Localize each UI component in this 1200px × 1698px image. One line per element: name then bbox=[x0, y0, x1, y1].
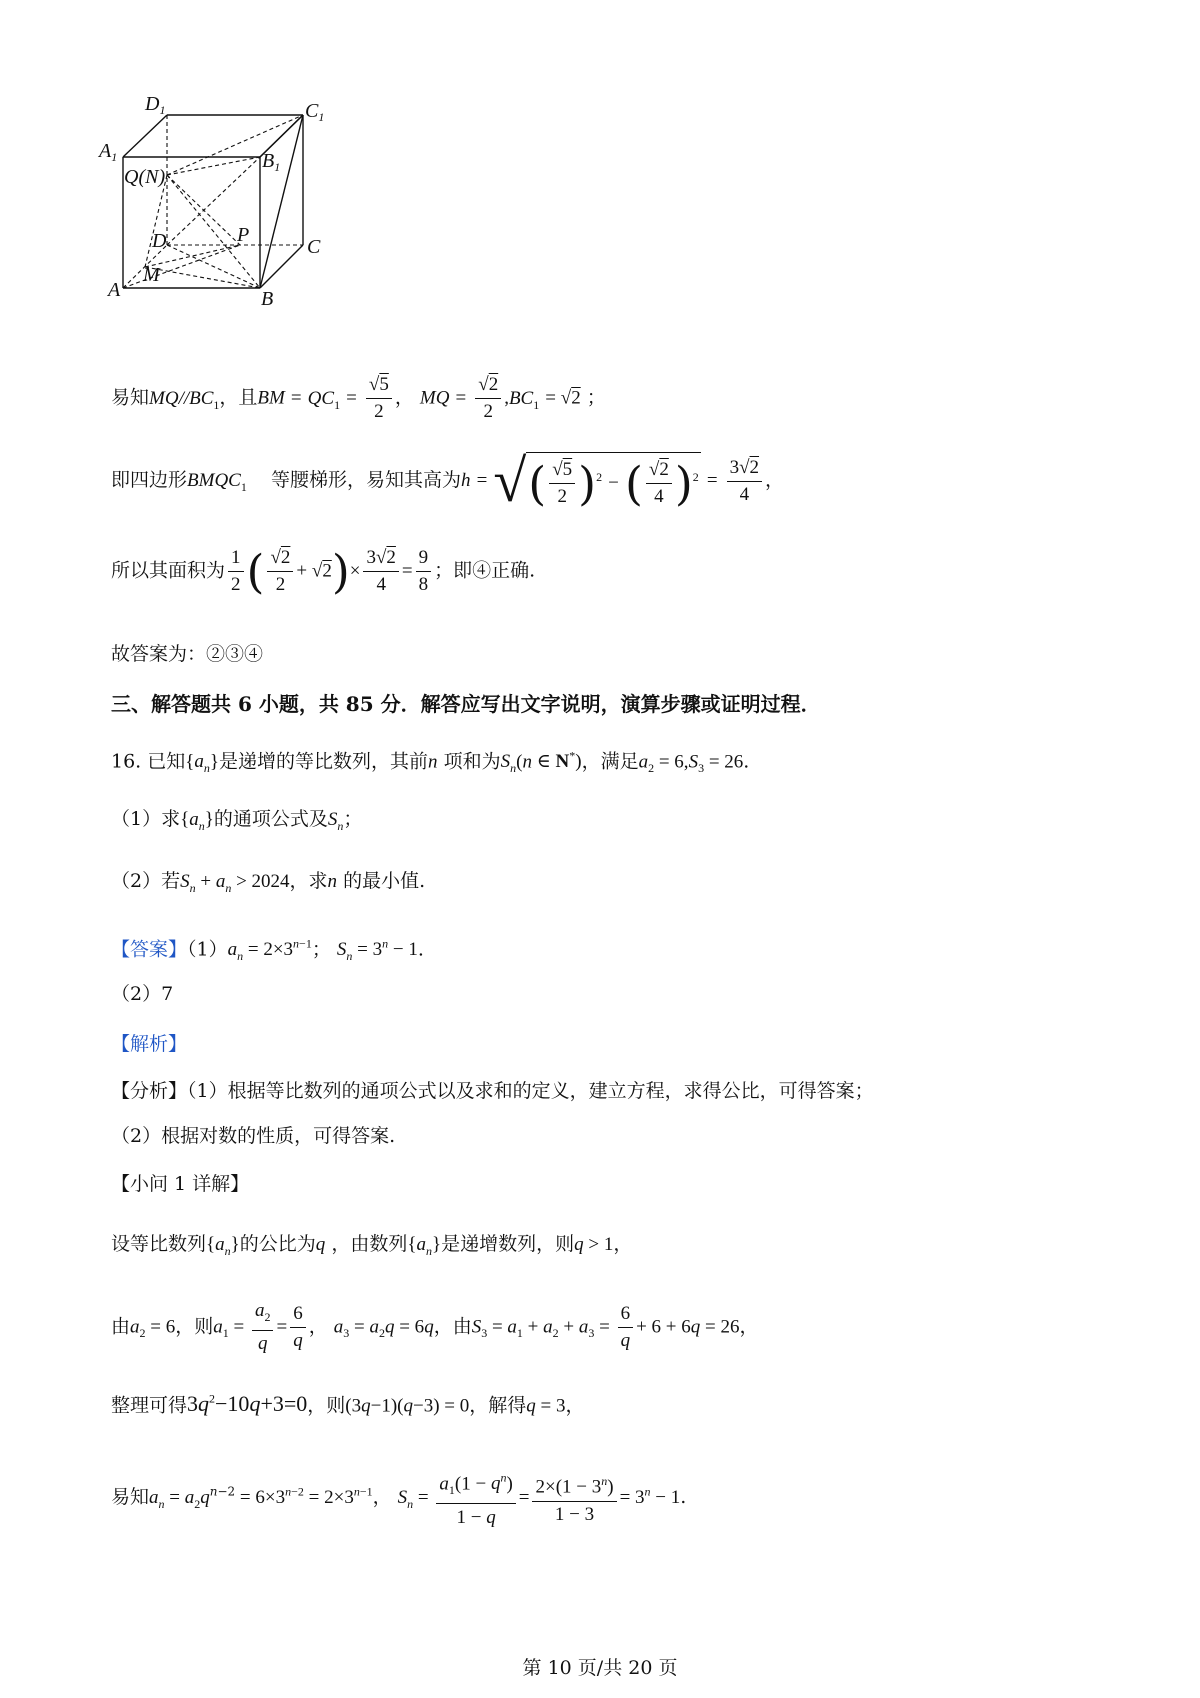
label-A: A bbox=[108, 279, 121, 301]
detail-tag: 【小问 1 详解】 bbox=[111, 1173, 250, 1195]
label-B: B bbox=[261, 288, 274, 310]
cube-figure bbox=[99, 93, 345, 315]
section-title: 三、解答题共 6 小题，共 85 分．解答应写出文字说明，演算步骤或证明过程． bbox=[111, 692, 821, 716]
detail-line-2: 由$a_2 = 6$，则$a_1$ = $\frac{a_2}{q}$ = $\frac{6}{q}$ ， $a_3 = a_2q = 6q$，由$S_3 = a_1 + a_2 + a_3$ = $\frac{6}{q}$ + 6 + 6q = 26， bbox=[111, 1298, 759, 1357]
detail-line-3: 整理可得$3q^2-10q+3=0$，则(3q−1)(q−3) = 0，解得q = 3， bbox=[111, 1391, 585, 1417]
detail-line-1: 设等比数列$\{a_n\}$的公比为q ，由数列$\{a_n\}$是递增数列，则q > 1， bbox=[111, 1233, 633, 1258]
label-A1: $A_1$ bbox=[99, 140, 118, 164]
label-B1: $B_1$ bbox=[262, 150, 281, 174]
question-16-part-2: （2）若$S_n + a_n > 2024$，求n 的最小值. bbox=[111, 870, 426, 895]
label-D1: $D_1$ bbox=[145, 93, 166, 117]
line-area: 所以其面积为 $\frac{1}{2}$ ( $\frac{√2}{2}$ + √2)× $\frac{3√2}{4}$ = $\frac{9}{8}$ ；即④正确. bbox=[111, 544, 536, 599]
label-QN: Q(N) bbox=[124, 166, 166, 188]
detail-line-4: 易知$a_n = a_2q^{n-2} = 6\times 3^{n-2} = 2\times 3^{n-1}$， $S_n$ = $\frac{a_1(1 - q^n)}{1 - q}$ = $\frac{2\times(1 - 3^n)}{1 - 3}$ = $3^n - 1$. bbox=[111, 1465, 686, 1531]
math-mq-bc1: $MQ//BC_1$ bbox=[149, 387, 220, 412]
question-16: 16. 已知$\{a_n\}$是递增的等比数列，其前n 项和为$S_n(n$ ∈ N*)，满足$a_2 = 6,S_3 = 26$. bbox=[111, 749, 750, 776]
analysis-1: 【分析】（1）根据等比数列的通项公式以及求和的定义，建立方程，求得公比，可得答案； bbox=[111, 1080, 874, 1102]
label-C1: $C_1$ bbox=[305, 100, 325, 124]
page-footer: 第 10 页/共 20 页 bbox=[522, 1657, 678, 1679]
line-height: 即四边形$BMQC_1$ 等腰梯形，易知其高为h = √( $\frac{√5}{2}$ )$^2$ − ( $\frac{√2}{4}$ )$^2$ = $\frac{3√2}{4}$ ， bbox=[111, 448, 785, 514]
label-D: D bbox=[152, 230, 167, 252]
answer-part-2: （2）7 bbox=[111, 983, 174, 1005]
label-M: M bbox=[143, 264, 160, 286]
jiexi-tag: 【解析】 bbox=[111, 1033, 188, 1055]
line-parallel: 易知$MQ//BC_1$，且BM = $QC_1$ = $\frac{√5}{2}$ ， MQ = $\frac{√2}{2}$ $,BC_1 = √2$ ； bbox=[111, 372, 606, 425]
question-16-part-1: （1）求$\{a_n\}$的通项公式及$S_n$； bbox=[111, 808, 363, 833]
analysis-2: （2）根据对数的性质，可得答案. bbox=[111, 1125, 396, 1147]
answer-line: 故答案为：②③④ bbox=[111, 643, 264, 665]
label-C: C bbox=[307, 236, 321, 258]
answer-block: 【答案】$(1)a_n = 2\times 3^{n-1}$； $S_n = 3^n - 1$. bbox=[111, 937, 424, 964]
label-P: P bbox=[237, 224, 250, 246]
